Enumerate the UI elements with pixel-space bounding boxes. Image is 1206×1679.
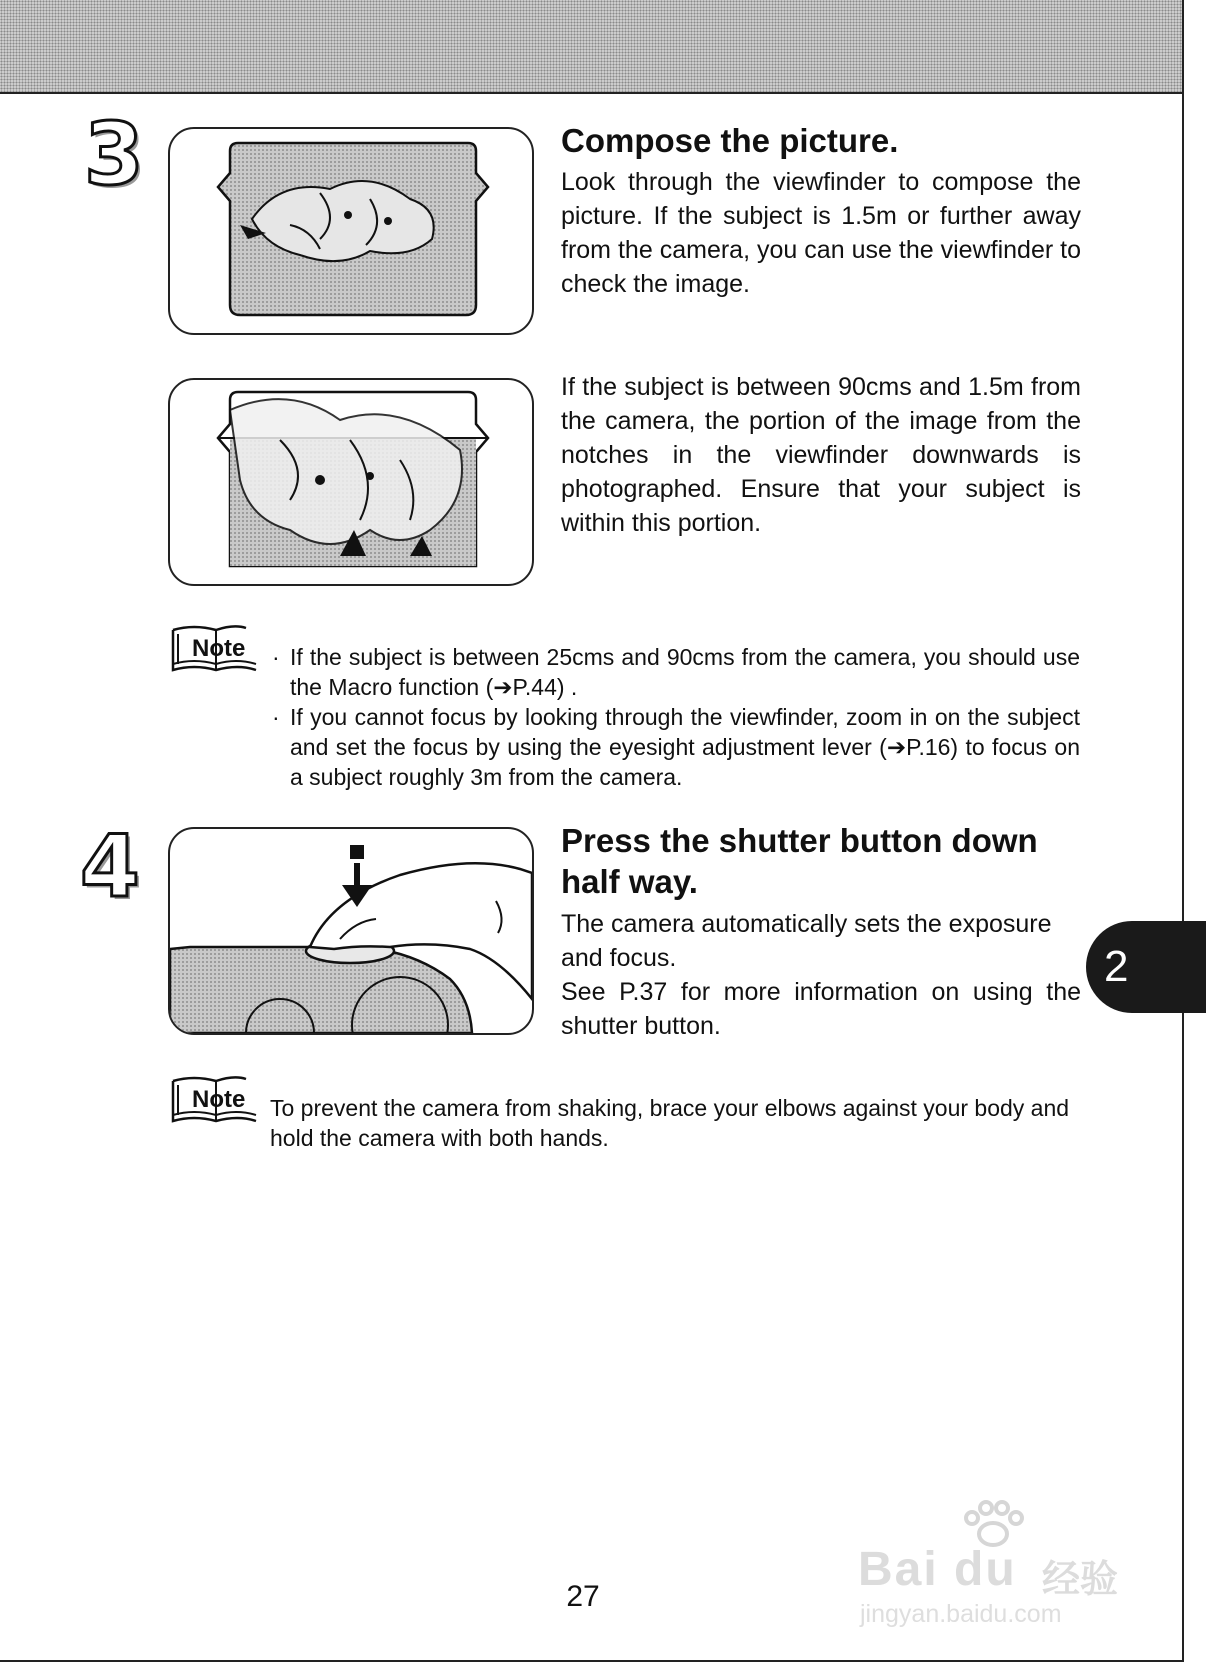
viewfinder-notch-dogs-icon: [170, 380, 532, 584]
note-1-item-2-text: If you cannot focus by looking through the viewfinder, zoom in on the subject and set the focus by using the eyesight adjustment lever (➔P.16) to focus on a subject roughly 3m from the camera.: [290, 704, 1080, 790]
page-number: 27: [566, 1580, 600, 1613]
step-4-number: 4: [80, 817, 140, 917]
step-4-text-2: See P.37 for more information on using the shutter button.: [561, 978, 1081, 1040]
viewfinder-dogs-icon: [170, 129, 532, 333]
viewfinder-far-illustration: [168, 127, 534, 335]
viewfinder-near-illustration: [168, 378, 534, 586]
note-1-list: [272, 642, 1080, 792]
chapter-tab: 2: [1086, 921, 1206, 1013]
note-2-icon: [170, 1075, 260, 1131]
step-4-heading: Press the shutter button down half way.: [561, 822, 1038, 900]
watermark-url: jingyan.baidu.com: [860, 1600, 1062, 1628]
header-band: [0, 0, 1184, 94]
step-4-body: [561, 907, 1081, 1043]
step-3-text-1: Look through the viewfinder to compose the picture. If the subject is 1.5m or further away from the camera, you can use the viewfinder to check the image.: [561, 168, 1081, 298]
baidu-watermark: [858, 1500, 1138, 1640]
step-3-paragraph-2: [561, 370, 1081, 540]
finger-shutter-icon: [170, 829, 532, 1033]
page-border-bottom: [0, 1660, 1184, 1662]
bullet: ·: [272, 704, 280, 730]
note-1-label: Note: [192, 635, 246, 662]
note-1-item-1-text: If the subject is between 25cms and 90cms from the camera, you should use the Macro function (➔P.44) .: [290, 644, 1080, 700]
note-2-text: To prevent the camera from shaking, brace your elbows against your body and hold the camera with both hands.: [270, 1095, 1070, 1151]
step-3-text-2: If the subject is between 90cms and 1.5m from the camera, the portion of the image from the notches in the viewfinder downwards is photographed. Ensure that your subject is within this portion.: [561, 373, 1081, 537]
bullet: ·: [272, 644, 280, 670]
watermark-brand: Bai du: [858, 1543, 1017, 1596]
note-2-label: Note: [192, 1086, 246, 1113]
note-1-icon: [170, 624, 260, 680]
shutter-press-illustration: [168, 827, 534, 1035]
page-border-right: [1182, 0, 1184, 1662]
note-1-item: [272, 642, 1080, 702]
step-3-number: 3: [84, 105, 144, 205]
step-4-text-1: The camera automatically sets the exposure and focus.: [561, 910, 1052, 972]
watermark-jingyan: 经验: [1042, 1559, 1119, 1601]
step-3-heading: Compose the picture.: [561, 122, 899, 159]
step-3-paragraph-1: [561, 165, 1081, 301]
note-1-item: [272, 702, 1080, 792]
